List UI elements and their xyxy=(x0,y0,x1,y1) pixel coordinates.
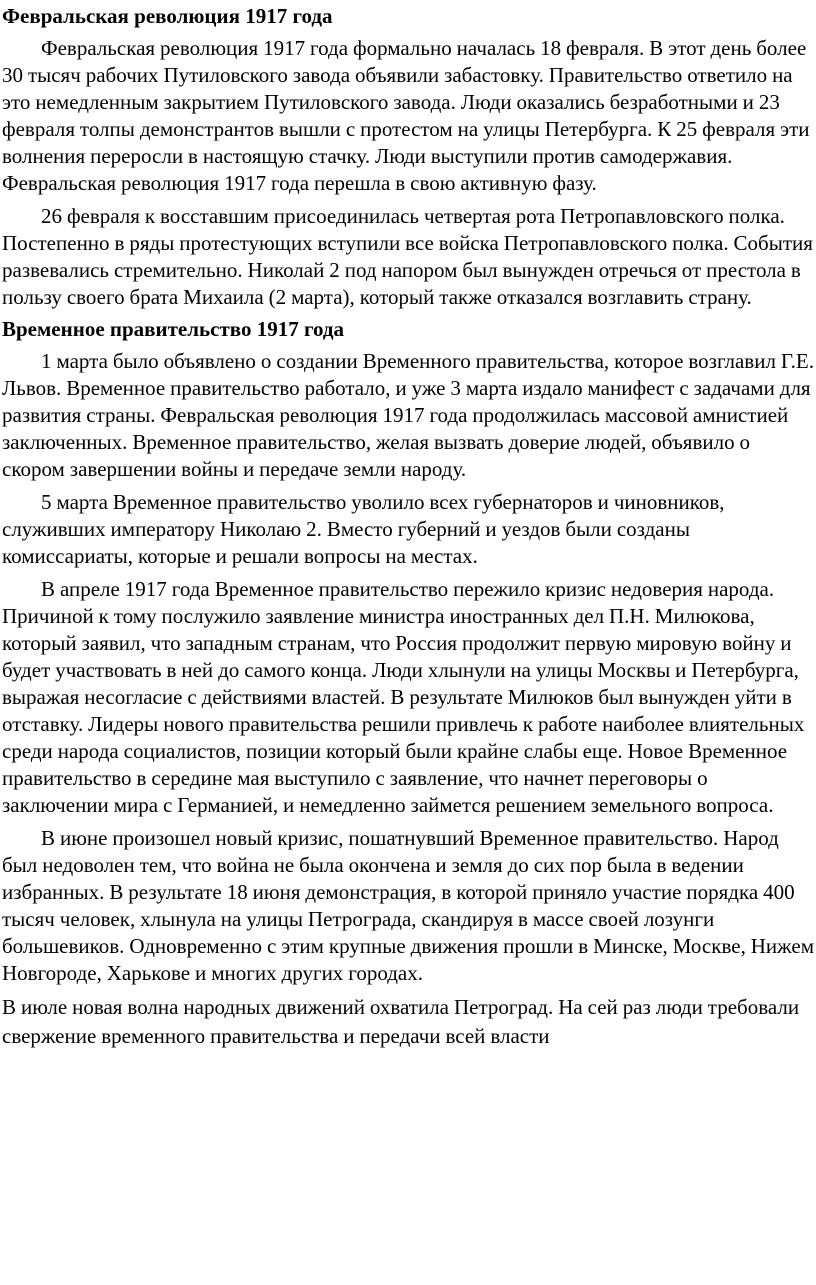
paragraph: 1 марта было объявлено о создании Временного правительства, которое возглавил Г.Е. Львов. Временное правительство работало, и уже 3 марта издало манифест с задачами для развития страны. Февральская революция 1917 года продолжилась массовой амнистией заключенных. Временное правительство, желая вызвать доверие людей, объявило о скором завершении войны и передаче земли народу. xyxy=(2,349,814,481)
paragraph-trailing: В июле новая волна народных движений охватила Петроград. На сей раз люди требовали свержение временного правительства и передачи всей власти xyxy=(2,995,800,1048)
section-heading-february-revolution: Февральская революция 1917 года xyxy=(2,4,333,28)
section-heading-provisional-government: Временное правительство 1917 года xyxy=(2,317,345,341)
paragraph: В апреле 1917 года Временное правительство пережило кризис недоверия народа. Причиной к тому послужило заявление министра иностранных дел П.Н. Милюкова, который заявил, что западным странам, что Россия продолжит первую мировую войну и будет участвовать в ней до самого конца. Люди хлынули на улицы Москвы и Петербурга, выражая несогласие с действиями властей. В результате Милюков был вынужден уйти в отставку. Лидеры нового правительства решили привлечь к работе наиболее влиятельных среди народа социалистов, позиции который были крайне слабы еще. Новое Временное правительство в середине мая выступило с заявление, что начнет переговоры о заключении мира с Германией, и немедленно займется решением земельного вопроса. xyxy=(2,577,805,817)
paragraph: 26 февраля к восставшим присоединилась четвертая рота Петропавловского полка. Постепенно в ряды протестующих вступили все войска Петропавловского полка. События развевались стремительно. Николай 2 под напором был вынужден отречься от престола в пользу своего брата Михаила (2 марта), который также отказался возглавить страну. xyxy=(2,204,813,309)
paragraph: Февральская революция 1917 года формально началась 18 февраля. В этот день более 30 тысяч рабочих Путиловского завода объявили забастовку. Правительство ответило на это немедленным закрытием Путиловского завода. Люди оказались безработными и 23 февраля толпы демонстрантов вышли с протестом на улицы Петербурга. К 25 февраля эти волнения переросли в настоящую стачку. Люди выступили против самодержавия. Февральская революция 1917 года перешла в свою активную фазу. xyxy=(2,36,810,195)
paragraph: 5 марта Временное правительство уволило всех губернаторов и чиновников, служивших императору Николаю 2. Вместо губерний и уездов были созданы комиссариаты, которые и решали вопросы на местах. xyxy=(2,490,725,568)
paragraph: В июне произошел новый кризис, пошатнувший Временное правительство. Народ был недоволен тем, что война не была окончена и земля до сих пор была в ведении избранных. В результате 18 июня демонстрация, в которой приняло участие порядка 400 тысяч человек, хлынула на улицы Петрограда, скандируя в массе своей лозунги большевиков. Одновременно с этим крупные движения прошли в Минске, Москве, Нижем Новгороде, Харькове и многих других городах. xyxy=(2,826,815,985)
